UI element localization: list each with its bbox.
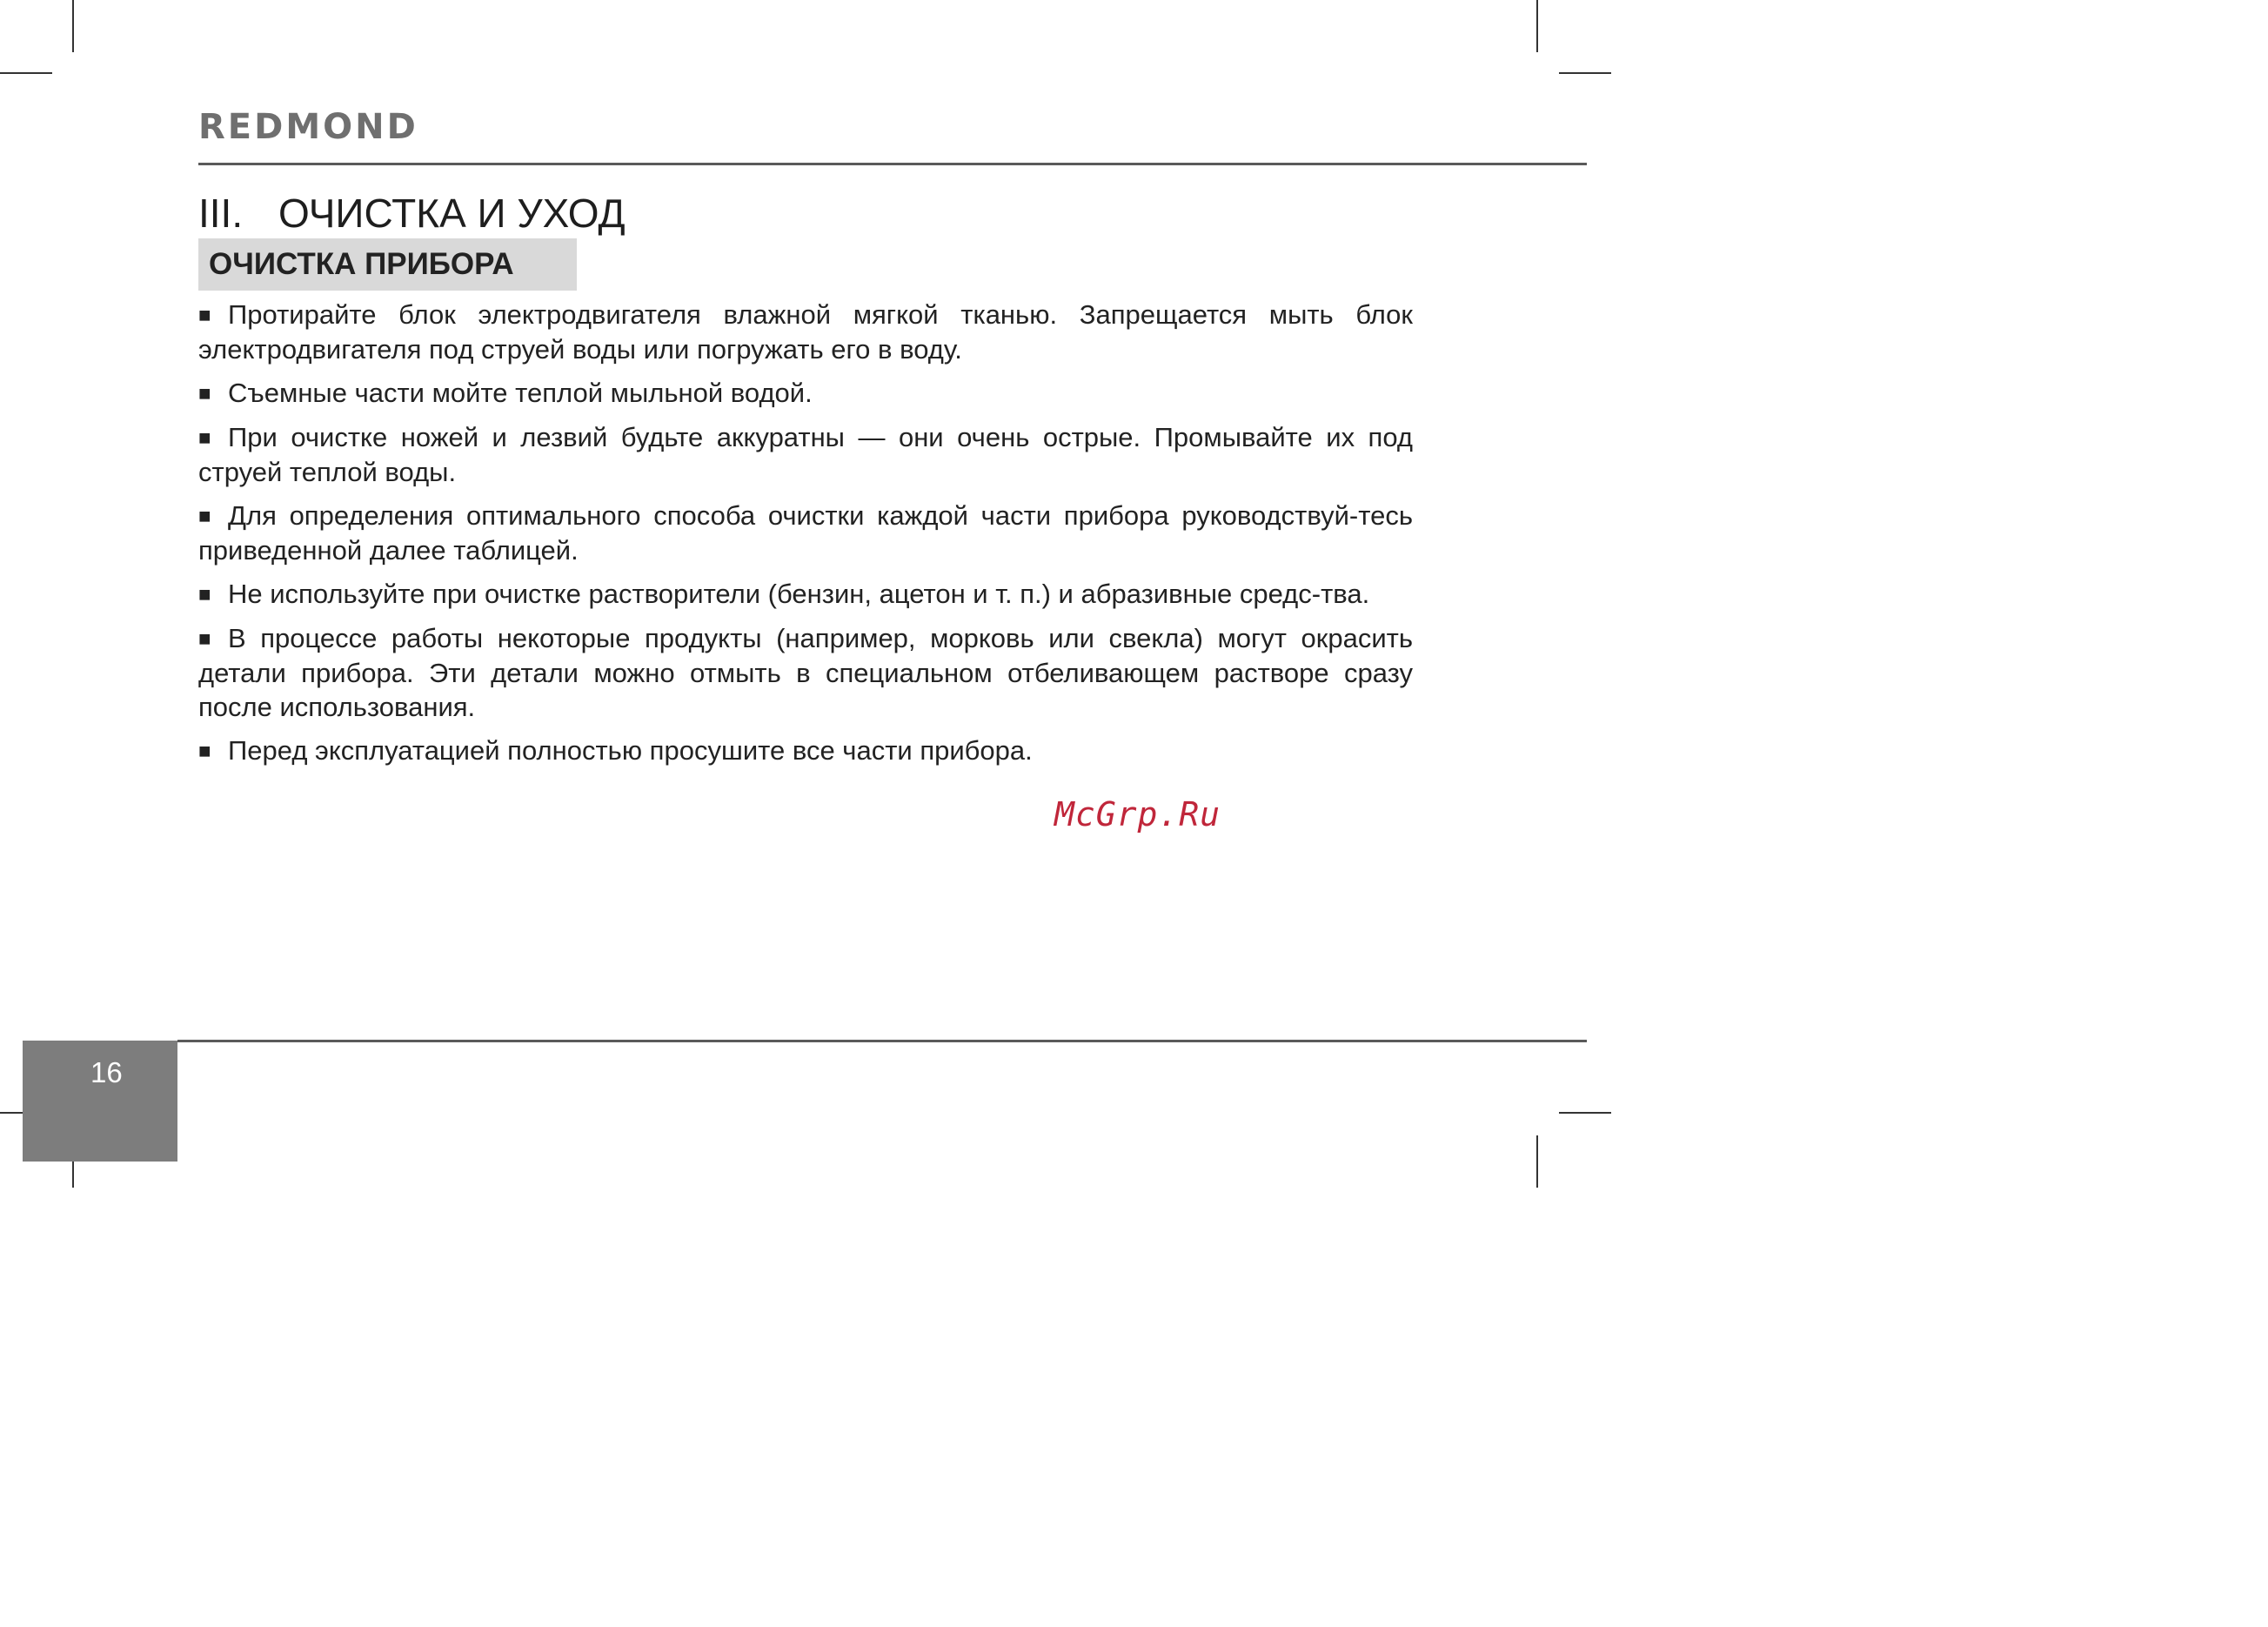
instruction-text: Съемные части мойте теплой мыльной водой. (228, 378, 813, 408)
instruction-item (198, 499, 1413, 567)
instructions-list (198, 298, 1413, 778)
instruction-item (198, 577, 1413, 612)
instruction-item (198, 376, 1413, 411)
bullet-icon: ■ (198, 627, 211, 651)
page-number: 16 (90, 1056, 123, 1088)
instruction-item (198, 298, 1413, 366)
bullet-icon: ■ (198, 505, 211, 528)
bullet-icon: ■ (198, 382, 211, 405)
crop-mark (1536, 0, 1538, 52)
bullet-icon: ■ (198, 304, 211, 327)
crop-mark (1559, 72, 1611, 74)
subheading: ОЧИСТКА ПРИБОРА (198, 238, 577, 291)
crop-mark (1536, 1135, 1538, 1188)
instruction-text: Перед эксплуатацией полностью просушите все части прибора. (228, 735, 1033, 766)
instruction-text: При очистке ножей и лезвий будьте аккуратны — они очень острые. Промывайте их под струей теплой воды. (198, 422, 1413, 487)
instruction-item (198, 420, 1413, 489)
brand-logo: REDMOND (198, 107, 418, 147)
bullet-icon: ■ (198, 740, 211, 763)
crop-mark (0, 72, 52, 74)
section-title (198, 190, 626, 238)
section-title-text: ОЧИСТКА И УХОД (278, 191, 626, 236)
instruction-item (198, 621, 1413, 724)
instruction-item (198, 733, 1413, 768)
bullet-icon: ■ (198, 583, 211, 606)
crop-mark (72, 0, 74, 52)
section-number: III. (198, 191, 244, 236)
footer-rule (177, 1040, 1587, 1042)
watermark: McGrp.Ru (1054, 795, 1221, 834)
header-rule (198, 163, 1587, 165)
instruction-text: Протирайте блок электродвигателя влажной мягкой тканью. Запрещается мыть блок электродвигателя под струей воды или погружать его в воду. (198, 299, 1413, 365)
instruction-text: Не используйте при очистке растворители (бензин, ацетон и т. п.) и абразивные средс-тва. (228, 579, 1370, 609)
bullet-icon: ■ (198, 426, 211, 450)
instruction-text: Для определения оптимального способа очистки каждой части прибора руководствуй-тесь приведенной далее таблицей. (198, 500, 1413, 566)
instruction-text: В процессе работы некоторые продукты (например, морковь или свекла) могут окрасить детали прибора. Эти детали можно отмыть в специальном отбеливающем растворе сразу после использования. (198, 623, 1413, 722)
crop-mark (1559, 1112, 1611, 1114)
